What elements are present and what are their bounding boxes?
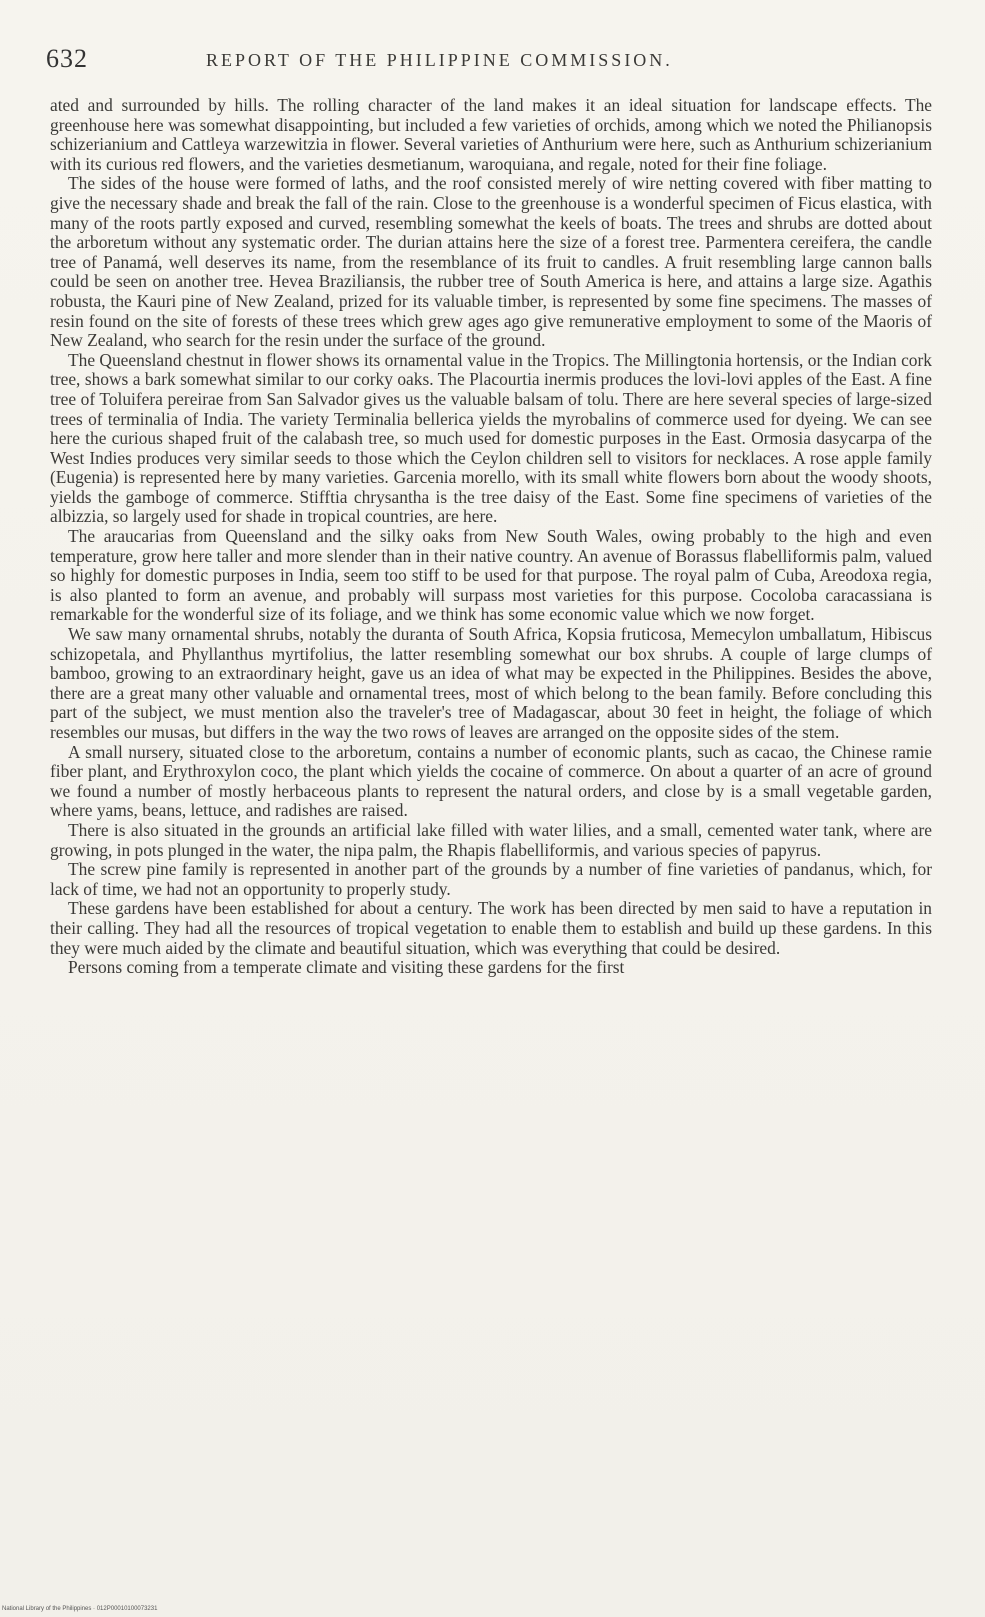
- paragraph: We saw many ornamental shrubs, notably the duranta of South Africa, Kopsia fruticosa, Memecylon umballatum, Hibiscus schizopetala, and Phyllanthus myrtifolius, the latter resembling somewhat our box shrubs. A couple of large clumps of bamboo, growing to an extraordinary height, gave us an idea of what may be expected in the Philippines. Besides the above, there are a great many other valuable and ornamental trees, most of which belong to the bean family. Before concluding this part of the subject, we must mention also the traveler's tree of Madagascar, about 30 feet in height, the foliage of which resembles our musas, but differs in the way the two rows of leaves are arranged on the opposite sides of the stem.: [50, 624, 932, 742]
- paragraph: The screw pine family is represented in another part of the grounds by a number of fine varieties of pandanus, which, for lack of time, we had not an opportunity to properly study.: [50, 859, 932, 899]
- paragraph: These gardens have been established for about a century. The work has been directed by men said to have a reputation in their calling. They had all the resources of tropical vegetation to enable them to establish and build up these gardens. In this they were much aided by the climate and beautiful situation, which was everything that could be desired.: [50, 898, 932, 958]
- paragraph-continuation: ated and surrounded by hills. The rolling character of the land makes it an ideal situation for landscape effects. The greenhouse here was somewhat disappointing, but included a few varieties of orchids, among which we noted the Philianopsis schizerianium and Cattleya warzewitzia in flower. Several varieties of Anthurium were here, such as Anthurium schizerianium with its curious red flowers, and the varieties desmetianum, waroquiana, and regale, noted for their fine foliage.: [50, 95, 932, 174]
- paragraph: There is also situated in the grounds an artificial lake filled with water lilies, and a small, cemented water tank, where are growing, in pots plunged in the water, the nipa palm, the Rhapis flabelliformis, and various species of papyrus.: [50, 819, 932, 860]
- paragraph: The sides of the house were formed of laths, and the roof consisted merely of wire netting covered with fiber matting to give the necessary shade and break the fall of the rain. Close to the greenhouse is a wonderful specimen of Ficus elastica, with many of the roots partly exposed and curved, resembling somewhat the keels of boats. The trees and shrubs are dotted about the arboretum without any systematic order. The durian attains here the size of a forest tree. Parmentera cereifera, the candle tree of Panamá, well deserves its name, from the resemblance of its fruit to candles. A fruit resembling large cannon balls could be seen on another tree. Hevea Braziliansis, the rubber tree of South America is here, and attains a large size. Agathis robusta, the Kauri pine of New Zealand, prized for its valuable timber, is represented by some fine specimens. The masses of resin found on the site of forests of these trees which grew ages ago give remunerative employment to some of the Maoris of New Zealand, who search for the resin under the surface of the ground.: [50, 173, 932, 351]
- paragraph-continues: Persons coming from a temperate climate and visiting these gardens for the first: [68, 957, 625, 978]
- body-text: [50, 96, 932, 978]
- scan-credit: National Library of the Philippines · 012P00010100073231: [2, 1606, 158, 1612]
- page-number: 632: [46, 44, 88, 73]
- page-header: [46, 44, 936, 84]
- paragraph: A small nursery, situated close to the arboretum, contains a number of economic plants, such as cacao, the Chinese ramie fiber plant, and Erythroxylon coco, the plant which yields the cocaine of commerce. On about a quarter of an acre of ground we found a number of mostly herbaceous plants to represent the natural orders, and close by is a small vegetable garden, where yams, beans, lettuce, and radishes are raised.: [50, 741, 932, 821]
- running-head: REPORT OF THE PHILIPPINE COMMISSION.: [206, 50, 673, 70]
- paragraph: The Queensland chestnut in flower shows its ornamental value in the Tropics. The Millingtonia hortensis, or the Indian cork tree, shows a bark somewhat similar to our corky oaks. The Placourtia inermis produces the lovi-lovi apples of the East. A fine tree of Toluifera pereirae from San Salvador gives us the valuable balsam of tolu. There are here several species of large-sized trees of terminalia of India. The variety Terminalia bellerica yields the myrobalins of commerce used for dyeing. We can see here the curious shaped fruit of the calabash tree, so much used for domestic purposes in the East. Ormosia dasycarpa of the West Indies produces very similar seeds to those which the Ceylon children sell to visitors for necklaces. A rose apple family (Eugenia) is represented here by many varieties. Garcenia morello, with its small white flowers born about the woody shoots, yields the gamboge of commerce. Stifftia chrysantha is the tree daisy of the East. Some fine specimens of varieties of the albizzia, so largely used for shade in tropical countries, are here.: [50, 349, 932, 527]
- paragraph: The araucarias from Queensland and the silky oaks from New South Wales, owing probably to the high and even temperature, grow here taller and more slender than in their native country. An avenue of Borassus flabelliformis palm, valued so highly for domestic purposes in India, seem too stiff to be used for that purpose. The royal palm of Cuba, Areodoxa regia, is also planted to form an avenue, and probably will surpass most varieties for this purpose. Cocoloba caracassiana is remarkable for the wonderful size of its foliage, and we think has some economic value which we now forget.: [50, 526, 932, 625]
